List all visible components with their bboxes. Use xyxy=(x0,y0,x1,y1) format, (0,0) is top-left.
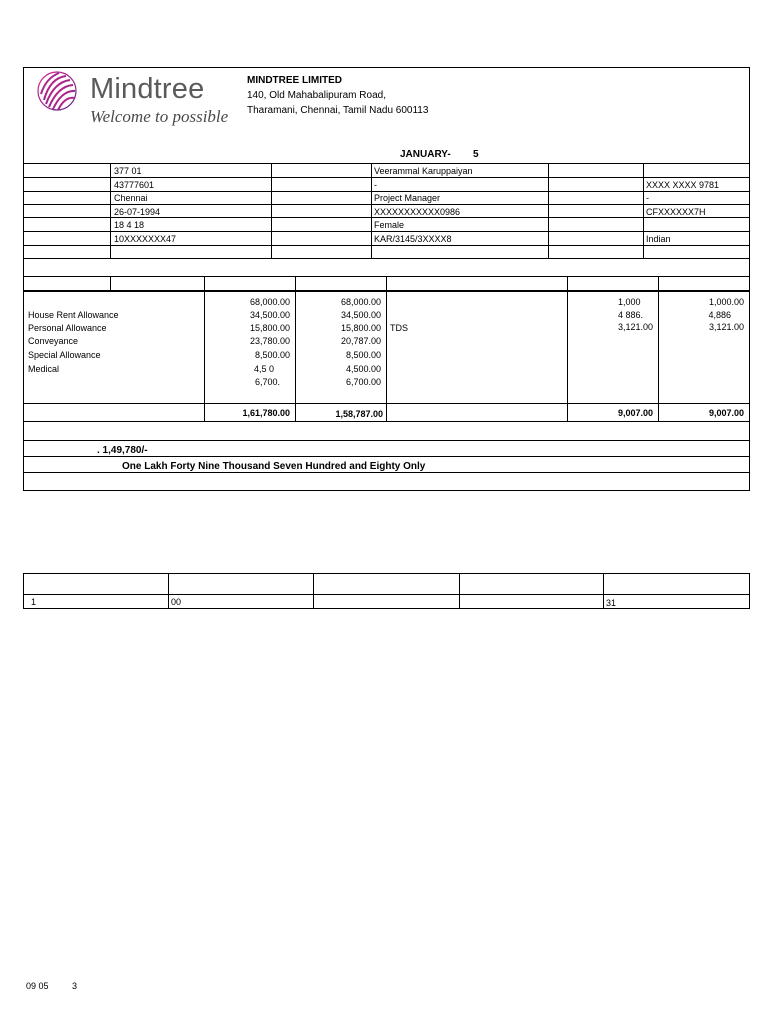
earning-amount: 4,500.00 xyxy=(345,364,381,374)
earning-amount: 68,000.00 xyxy=(340,297,381,307)
mindtree-logo-icon xyxy=(36,70,78,112)
grid-line xyxy=(567,276,568,421)
employee-detail-value: 377 01 xyxy=(114,166,142,176)
earning-amount: 15,800.00 xyxy=(340,323,381,333)
grid-line xyxy=(548,163,549,258)
earning-amount: 8,500.00 xyxy=(345,350,381,360)
earning-label: Special Allowance xyxy=(28,350,101,360)
employee-detail-value: 10XXXXXXX47 xyxy=(114,234,177,244)
employee-detail-value: 18 4 18 xyxy=(114,220,145,230)
earning-amount: 34,500.00 xyxy=(340,310,381,320)
attendance-value: 31 xyxy=(606,598,617,608)
grid-line xyxy=(23,440,750,441)
grid-line xyxy=(371,163,372,258)
earning-amount: 6,700.00 xyxy=(345,377,381,387)
earning-amount: 15,800.00 xyxy=(249,323,290,333)
employee-detail-value: Veerammal Karuppaiyan xyxy=(374,166,473,176)
grid-line xyxy=(110,276,111,291)
attendance-value: 00 xyxy=(171,597,182,607)
border-right xyxy=(749,67,750,491)
earning-label: Personal Allowance xyxy=(28,323,107,333)
employee-detail-value: XXXXXXXXXXX0986 xyxy=(374,207,461,217)
net-pay-amount: . 1,49,780/- xyxy=(97,445,148,456)
grid-line xyxy=(23,191,750,192)
total-earnings-2: 1,58,787.00 xyxy=(335,409,383,419)
grid-line xyxy=(23,594,750,595)
deduction-amount: 1,000.00 xyxy=(708,297,744,307)
grid-line xyxy=(23,231,750,232)
earning-amount: 68,000.00 xyxy=(249,297,290,307)
border-left xyxy=(23,67,24,491)
attendance-value: 1 xyxy=(31,597,37,607)
company-address-line1: 140, Old Mahabalipuram Road, xyxy=(247,90,386,101)
grid-line xyxy=(23,245,750,246)
payslip-year: 5 xyxy=(473,149,479,160)
earning-label: House Rent Allowance xyxy=(28,310,119,320)
earning-amount: 4,5 0 xyxy=(254,364,275,374)
grid-line xyxy=(110,163,111,258)
employee-detail-value: KAR/3145/3XXXX8 xyxy=(374,234,452,244)
grid-line xyxy=(168,573,169,609)
employee-detail-value: 26-07-1994 xyxy=(114,207,161,217)
grid-line xyxy=(23,608,750,609)
grid-line xyxy=(23,573,750,574)
deduction-amount: 1,000 xyxy=(618,297,641,307)
employee-detail-value: CFXXXXXX7H xyxy=(646,207,706,217)
total-deductions-2: 9,007.00 xyxy=(708,408,744,418)
grid-line xyxy=(271,163,272,258)
grid-line xyxy=(23,204,750,205)
earning-label: Conveyance xyxy=(28,336,79,346)
total-earnings-1: 1,61,780.00 xyxy=(242,408,290,418)
employee-detail-value: Project Manager xyxy=(374,193,441,203)
company-name: MINDTREE LIMITED xyxy=(247,75,342,86)
earning-amount: 6,700. xyxy=(255,377,281,387)
earning-amount: 8,500.00 xyxy=(254,350,290,360)
deduction-label: TDS xyxy=(390,323,408,333)
grid-line xyxy=(459,573,460,609)
employee-detail-value: Indian xyxy=(646,234,671,244)
employee-detail-value: 43777601 xyxy=(114,180,155,190)
grid-line xyxy=(603,573,604,609)
grid-line xyxy=(23,421,750,422)
total-deductions-1: 9,007.00 xyxy=(617,408,653,418)
border-bottom xyxy=(23,490,750,491)
employee-detail-value: - xyxy=(646,193,649,203)
logo-tagline: Welcome to possible xyxy=(90,107,229,126)
payslip-month: JANUARY- xyxy=(400,149,451,160)
grid-line xyxy=(749,573,750,609)
border-top xyxy=(23,67,750,68)
grid-line xyxy=(23,258,750,259)
earning-label: Medical xyxy=(28,364,60,374)
grid-line xyxy=(643,163,644,258)
earning-amount: 23,780.00 xyxy=(249,336,290,346)
grid-line xyxy=(23,573,24,609)
grid-line xyxy=(23,177,750,178)
deduction-amount: 3,121.00 xyxy=(708,322,744,332)
employee-detail-value: Female xyxy=(374,220,405,230)
deduction-amount: 4,886 xyxy=(708,310,731,320)
logo-wordmark: Mindtree xyxy=(90,73,205,105)
deduction-amount: 4 886. xyxy=(618,310,644,320)
earning-amount: 34,500.00 xyxy=(249,310,290,320)
footer-page: 3 xyxy=(72,981,78,991)
net-pay-words: One Lakh Forty Nine Thousand Seven Hundred and Eighty Only xyxy=(122,461,426,472)
deduction-amount: 3,121.00 xyxy=(618,322,654,332)
earning-amount: 20,787.00 xyxy=(340,336,381,346)
company-address-line2: Tharamani, Chennai, Tamil Nadu 600113 xyxy=(247,105,429,116)
employee-detail-value: Chennai xyxy=(114,193,148,203)
grid-line xyxy=(23,163,750,164)
employee-detail-value: - xyxy=(374,180,377,190)
grid-line xyxy=(386,276,387,421)
footer-code: 09 05 xyxy=(26,981,49,991)
grid-line xyxy=(313,573,314,609)
employee-detail-value: XXXX XXXX 9781 xyxy=(646,180,720,190)
